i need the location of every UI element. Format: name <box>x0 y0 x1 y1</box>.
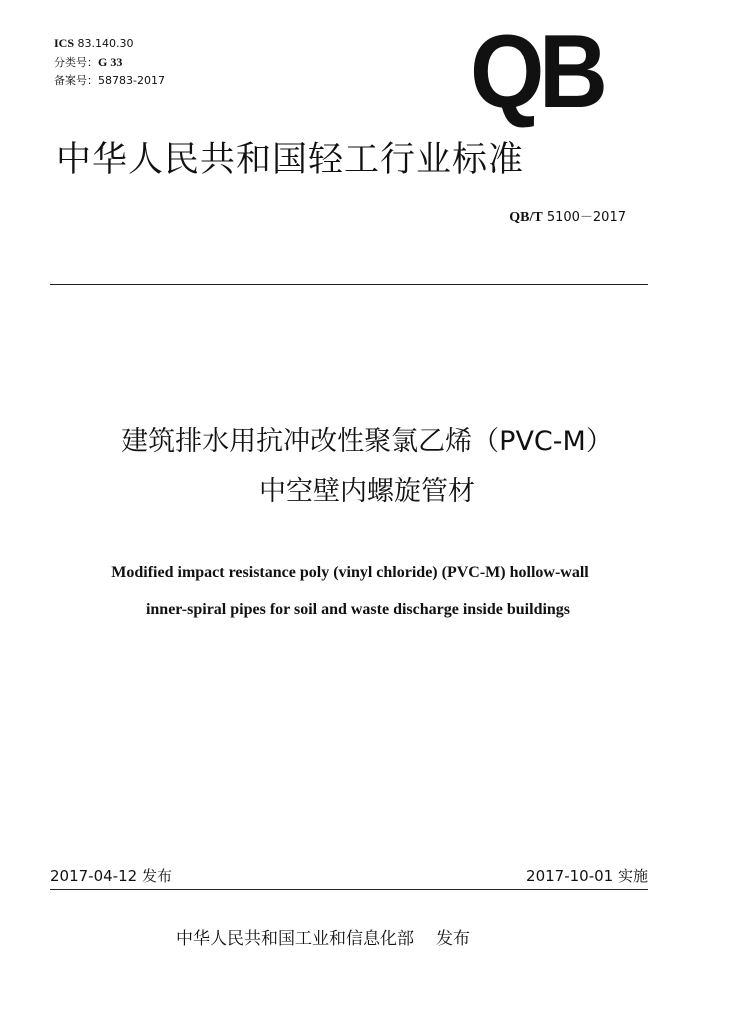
publisher-name: 中华人民共和国工业和信息化部 <box>176 929 414 949</box>
publisher-action: 发布 <box>436 929 470 949</box>
publisher-line <box>176 928 470 950</box>
issue-date: 2017-04-12 发布 <box>50 867 172 885</box>
ics-row <box>54 34 165 53</box>
standard-code-prefix: QB/T <box>509 210 543 225</box>
implement-date: 2017-10-01 实施 <box>526 867 648 885</box>
standard-code <box>509 206 626 226</box>
top-divider <box>50 284 648 285</box>
classification-block <box>54 34 165 90</box>
ics-label: ICS <box>54 36 75 50</box>
ics-value: 83.140.30 <box>77 37 134 50</box>
standard-code-number: 5100－2017 <box>546 210 626 225</box>
bottom-divider <box>50 889 648 890</box>
chinese-title-line-1: 建筑排水用抗冲改性聚氯乙烯（PVC-M） <box>121 426 613 457</box>
record-value: 58783-2017 <box>98 74 165 87</box>
english-title-line-2: inner-spiral pipes for soil and waste discharge inside buildings <box>145 601 571 618</box>
qb-logo: QB <box>470 14 603 130</box>
chinese-title-line-2: 中空壁内螺旋管材 <box>259 476 475 507</box>
category-row <box>54 53 165 72</box>
category-value: G 33 <box>98 55 123 69</box>
category-label: 分类号： <box>54 56 98 69</box>
record-row <box>54 72 165 90</box>
standard-title: 中华人民共和国轻工行业标准 <box>56 140 525 180</box>
record-label: 备案号： <box>54 74 98 87</box>
english-title-line-1: Modified impact resistance poly (vinyl chloride) (PVC-M) hollow-wall <box>111 564 589 581</box>
